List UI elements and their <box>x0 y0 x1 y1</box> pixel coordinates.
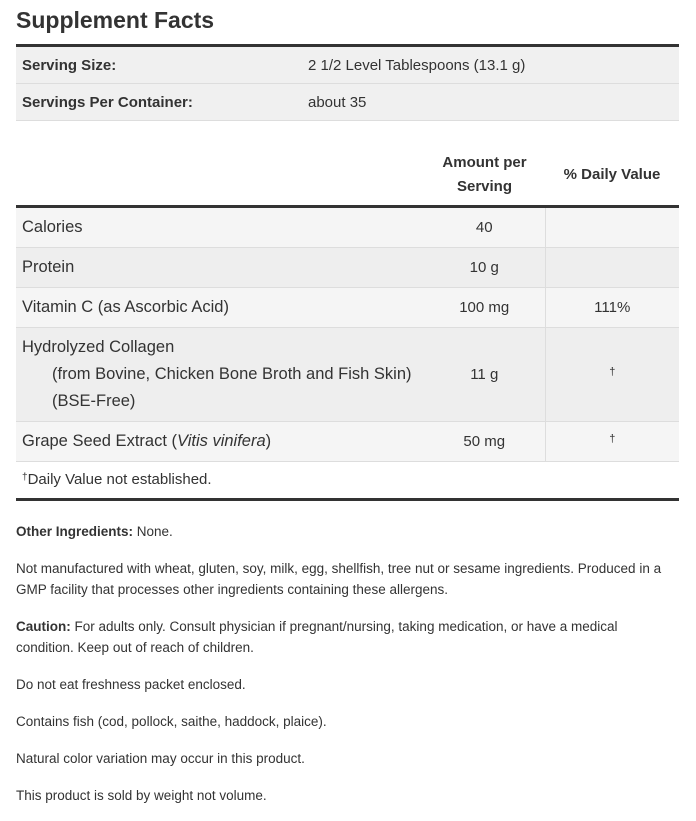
header-daily-value: % Daily Value <box>563 166 661 183</box>
nutrient-name-sub: (from Bovine, Chicken Bone Broth and Fish Skin) (BSE-Free) <box>52 365 412 410</box>
header-amount-per-serving <box>424 145 545 207</box>
nutrient-name-main: Hydrolyzed Collagen <box>22 338 175 356</box>
note-text: For adults only. Consult physician if pregnant/nursing, taking medication, or have a medical condition. Keep out of reach of children. <box>16 619 618 655</box>
nutrient-name: Protein <box>16 248 424 288</box>
caution-note <box>16 616 679 658</box>
nutrient-amount: 11 g <box>424 328 545 422</box>
nutrient-name-latin: Vitis vinifera <box>177 432 266 450</box>
nutrient-name: Vitamin C (as Ascorbic Acid) <box>16 288 424 328</box>
weight-note: This product is sold by weight not volume. <box>16 788 267 803</box>
nutrient-name: Calories <box>16 207 424 248</box>
product-notes <box>16 521 679 806</box>
serving-size-value: 2 1/2 Level Tablespoons (13.1 g) <box>302 46 679 84</box>
table-header-row <box>16 145 679 207</box>
other-ingredients-note <box>16 521 679 542</box>
nutrient-daily-value <box>545 207 679 248</box>
servings-per-container-row <box>16 84 679 121</box>
servings-per-container-value: about 35 <box>302 84 679 121</box>
serving-size-row <box>16 46 679 84</box>
footnote-symbol: † <box>22 471 28 483</box>
header-amount-line1: Amount per <box>442 154 527 171</box>
nutrient-name-prefix: Grape Seed Extract ( <box>22 432 177 450</box>
note-text: None. <box>133 524 173 539</box>
table-row <box>16 328 679 422</box>
serving-info-table <box>16 44 679 121</box>
nutrient-daily-value <box>545 422 679 462</box>
footnote <box>16 462 679 500</box>
freshness-packet-note: Do not eat freshness packet enclosed. <box>16 677 246 692</box>
nutrient-amount: 50 mg <box>424 422 545 462</box>
table-row <box>16 288 679 328</box>
serving-size-label: Serving Size: <box>16 46 302 84</box>
dagger-symbol: † <box>609 366 616 378</box>
table-row <box>16 248 679 288</box>
nutrient-daily-value <box>545 328 679 422</box>
footnote-row <box>16 462 679 500</box>
nutrient-amount: 100 mg <box>424 288 545 328</box>
nutrient-amount: 10 g <box>424 248 545 288</box>
nutrient-amount: 40 <box>424 207 545 248</box>
nutrients-table <box>16 145 679 501</box>
nutrient-name <box>16 422 424 462</box>
table-row <box>16 422 679 462</box>
servings-per-container-label: Servings Per Container: <box>16 84 302 121</box>
header-amount-line2: Serving <box>456 178 513 195</box>
nutrient-daily-value <box>545 248 679 288</box>
dagger-symbol: † <box>609 433 616 445</box>
allergen-note: Not manufactured with wheat, gluten, soy, milk, egg, shellfish, tree nut or sesame ingredients. Produced in a GMP facility that processes other ingredients containing these allergens. <box>16 561 662 597</box>
table-row <box>16 207 679 248</box>
color-variation-note: Natural color variation may occur in this product. <box>16 751 305 766</box>
nutrient-name-suffix: ) <box>265 432 272 450</box>
note-label: Other Ingredients: <box>16 524 134 539</box>
header-name <box>16 145 424 207</box>
page-title: Supplement Facts <box>16 7 215 33</box>
nutrient-name <box>16 328 424 422</box>
footnote-text: Daily Value not established. <box>27 470 212 488</box>
nutrient-daily-value: 111% <box>545 288 679 328</box>
contains-fish-note: Contains fish (cod, pollock, saithe, haddock, plaice). <box>16 714 327 729</box>
note-label: Caution: <box>16 619 71 634</box>
